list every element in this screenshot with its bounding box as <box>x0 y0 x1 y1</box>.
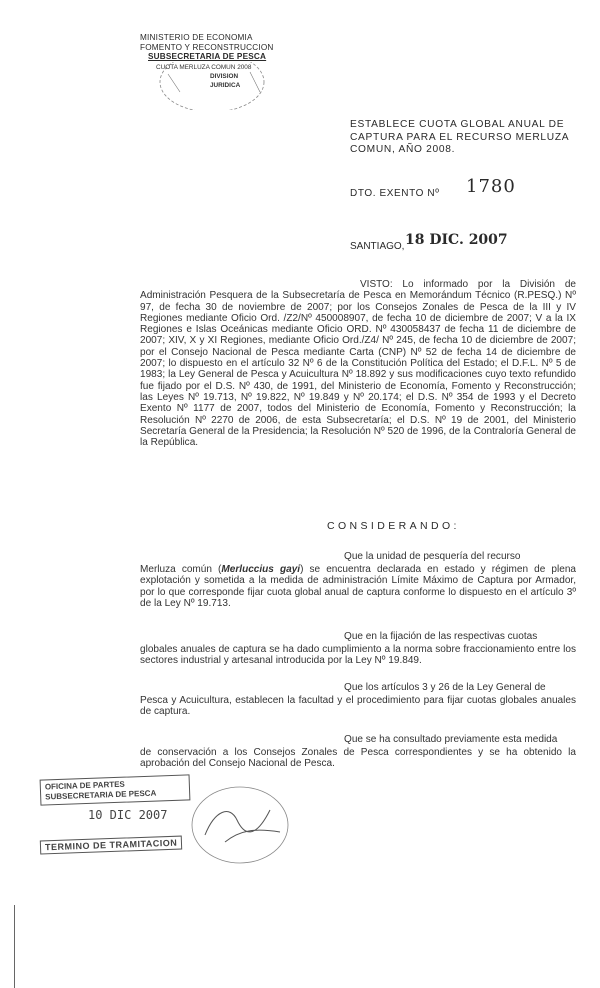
decree-subject: ESTABLECE CUOTA GLOBAL ANUAL DE CAPTURA PARA EL RECURSO MERLUZA COMUN, AÑO 2008. <box>350 119 569 155</box>
stamp-division: DIVISION <box>210 73 239 80</box>
decree-label: DTO. EXENTO Nº <box>350 188 440 199</box>
ministry-line-2: FOMENTO Y RECONSTRUCCION <box>140 42 274 52</box>
division-stamp <box>150 62 270 110</box>
subsecretaria-line: SUBSECRETARIA DE PESCA <box>148 52 267 61</box>
considerando-2: globales anuales de captura se ha dado cumplimiento a la norma sobre fraccionamiento entre los sectores industrial y artesanal introducida por la Ley Nº 19.849. <box>140 644 576 667</box>
considerando-heading: CONSIDERANDO: <box>327 520 460 532</box>
stamp-line-2: SUBSECRETARIA DE PESCA <box>45 788 157 802</box>
letterhead <box>140 33 274 62</box>
ministry-line: MINISTERIO DE ECONOMIA <box>140 33 253 42</box>
oficina-partes-stamp <box>40 777 190 803</box>
visto-paragraph <box>140 279 576 448</box>
date-row <box>350 236 404 254</box>
signature-icon <box>185 780 295 870</box>
stamp-box <box>40 774 191 805</box>
decree-number: 1780 <box>466 176 516 197</box>
stamp-line-1: OFICINA DE PARTES <box>44 779 125 792</box>
visto-text: Lo informado por la División de Administración Pesquera de la Subsecretaría de Pesca en Memorándum Técnico (R.PESQ.) Nº 97, de fecha 30 de noviembre de 2007; por los Consejos Zonales de Pesca de la III y IV Regiones mediante Oficio Ord. /Z2/Nº 450008907, de fecha 10 de diciembre de 2007; V a la IX Regiones e Islas Oceánicas mediante Oficio ORD. Nº 430058437 de fecha 11 de diciembre de 2007; XIV, X y XI Regiones, mediante Oficio Ord./Z4/ Nº 245, de fecha 10 de diciembre de 2007; por el Consejo Nacional de Pesca mediante Carta (CNP) Nº 52 de fecha 14 de diciembre de 2007; lo dispuesto en el artículo 32 Nº 6 de la Constitución Política del Estado; el D.F.L. Nº 5 de 1983; la Ley General de Pesca y Acuicultura Nº 18.892 y sus modificaciones cuyo texto refundido fue fijado por el D.S. Nº 430, de 1991, del Ministerio de Economía, Fomento y Reconstrucción; las Leyes Nº 19.713, Nº 19.822, Nº 19.849 y Nº 20.174; el D.S. Nº 354 de 1993 y el Decreto Exento Nº 1177 de 2007, todos del Ministerio de Economía, Fomento y Reconstrucción; la Resolución Nº 2270 de 2006, de esta Subsecretaría; el D.S. Nº 19 de 2001, del Ministerio Secretaría General de la Presidencia; la Resolución Nº 520 de 1996, de la Contraloría General de la República. <box>140 279 576 449</box>
considerando-4: de conservación a los Consejos Zonales de Pesca correspondientes y se ha obtenido la aprobación del Consejo Nacional de Pesca. <box>140 747 576 770</box>
date-value: 18 DIC. 2007 <box>405 232 508 248</box>
stamp-juridica: JURIDICA <box>210 82 241 89</box>
date-label: SANTIAGO, <box>350 241 405 252</box>
considerando-1-post: ) se encuentra declarada en estado y régimen de plena explotación y sometida a la medida de administración Límite Máximo de Captura por Armador, por lo que corresponde fijar cuota global anual de captura conforme lo dispuesto en el artículo 3º de la Ley Nº 19.713. <box>140 564 576 609</box>
stamp-text: CUOTA MERLUZA COMUN 2008 <box>156 64 252 71</box>
decree-number-row <box>350 183 439 201</box>
considerando-3-lead: Que los artículos 3 y 26 de la Ley General de <box>344 682 546 693</box>
margin-line <box>14 905 15 988</box>
considerando-1-lead: Que la unidad de pesquería del recurso <box>344 551 521 562</box>
considerando-2-lead: Que en la fijación de las respectivas cuotas <box>344 631 538 642</box>
considerando-1 <box>140 564 576 609</box>
considerando-3: Pesca y Acuicultura, establecen la facultad y el procedimiento para fijar cuotas globales anuales de captura. <box>140 695 576 718</box>
stamp-date: 10 DIC 2007 <box>88 808 168 822</box>
species-name: Merluccius gayi <box>221 564 301 575</box>
visto-label: VISTO: <box>360 279 393 290</box>
termino-tramitacion-stamp: TERMINO DE TRAMITACION <box>40 836 183 855</box>
considerando-1-pre: Merluza común ( <box>140 564 222 575</box>
considerando-4-lead: Que se ha consultado previamente esta medida <box>344 734 558 745</box>
